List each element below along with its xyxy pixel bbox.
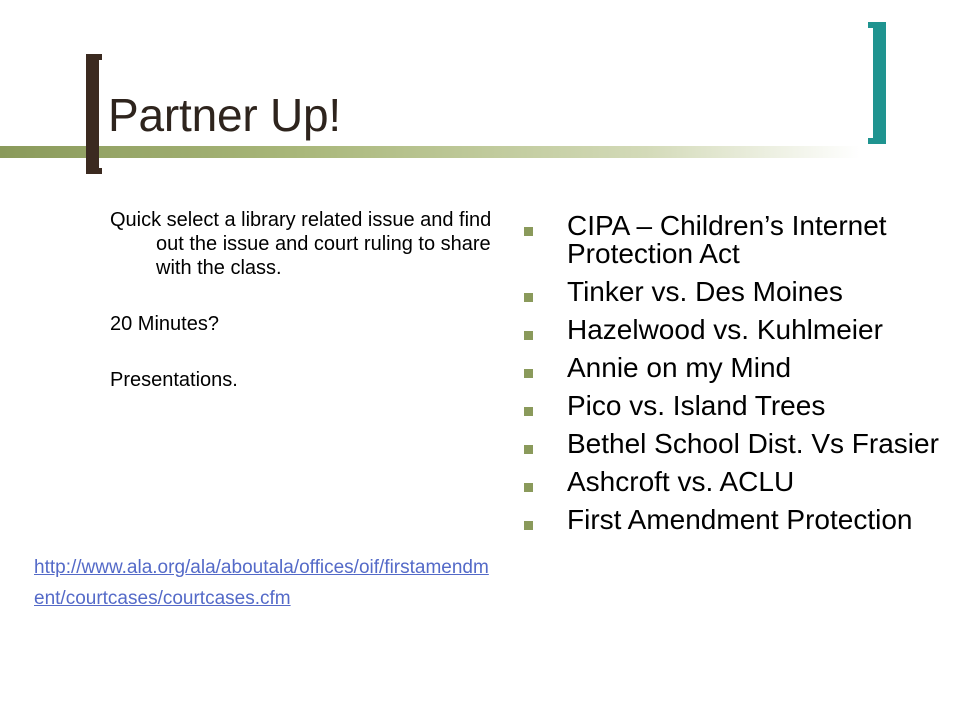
right-bracket-decoration xyxy=(868,22,886,144)
square-bullet-icon xyxy=(524,521,533,530)
list-item xyxy=(520,212,940,268)
list-item-label: Annie on my Mind xyxy=(567,352,792,383)
list-item-label: First Amendment Protection xyxy=(567,504,913,535)
list-item xyxy=(520,468,940,496)
time-note: 20 Minutes? xyxy=(110,313,219,335)
square-bullet-icon xyxy=(524,445,533,454)
square-bullet-icon xyxy=(524,483,533,492)
square-bullet-icon xyxy=(524,369,533,378)
list-item xyxy=(520,316,940,344)
list-item-label: Ashcroft vs. ACLU xyxy=(567,466,795,497)
list-item xyxy=(520,392,940,420)
title-underline-bar xyxy=(0,146,860,158)
square-bullet-icon xyxy=(524,331,533,340)
presentations-note: Presentations. xyxy=(110,369,238,391)
square-bullet-icon xyxy=(524,407,533,416)
list-item-label: Tinker vs. Des Moines xyxy=(567,276,843,307)
court-case-list xyxy=(520,212,940,544)
list-item xyxy=(520,278,940,306)
left-bracket-decoration xyxy=(86,54,102,174)
slide-title: Partner Up! xyxy=(108,89,342,141)
list-item-label: Hazelwood vs. Kuhlmeier xyxy=(567,314,883,345)
court-cases-link[interactable]: http://www.ala.org/ala/aboutala/offices/oif/firstamendment/courtcases/courtcases.cfm xyxy=(34,557,489,609)
list-item xyxy=(520,354,940,382)
square-bullet-icon xyxy=(524,293,533,302)
list-item-label: Pico vs. Island Trees xyxy=(567,390,826,421)
square-bullet-icon xyxy=(524,227,533,236)
instruction-text: Quick select a library related issue and find out the issue and court ruling to share with the class. xyxy=(110,209,492,279)
list-item xyxy=(520,506,940,534)
list-item-label: CIPA – Children’s Internet Protection Act xyxy=(567,210,887,269)
list-item xyxy=(520,430,940,458)
list-item-label: Bethel School Dist. Vs Frasier xyxy=(567,428,939,459)
instructions-column xyxy=(110,208,495,424)
